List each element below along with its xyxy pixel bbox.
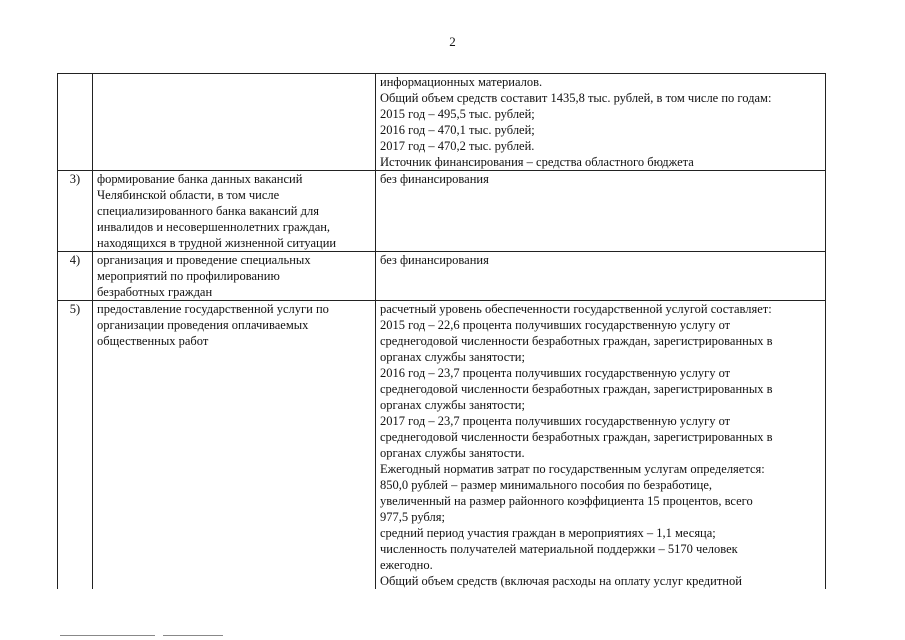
row-number — [58, 74, 93, 171]
funding-description-line: среднегодовой численности безработных граждан, зарегистрированных в — [380, 430, 773, 444]
activity-title-line: Челябинской области, в том числе — [97, 188, 280, 202]
funding-description-line: ежегодно. — [380, 558, 433, 572]
funding-description-line: 2015 год – 495,5 тыс. рублей; — [380, 107, 535, 121]
funding-description-line: 2017 год – 23,7 процента получивших государственную услугу от — [380, 414, 731, 428]
funding-description-line: численность получателей материальной поддержки – 5170 человек — [380, 542, 738, 556]
funding-description-line: 850,0 рублей – размер минимального пособия по безработице, — [380, 478, 712, 492]
footer-rule-right — [163, 635, 223, 636]
funding-description-line: 2016 год – 470,1 тыс. рублей; — [380, 123, 535, 137]
activity-title — [93, 301, 376, 590]
funding-description — [376, 171, 826, 252]
funding-description-line: без финансирования — [380, 172, 489, 186]
funding-description-line: Ежегодный норматив затрат по государственным услугам определяется: — [380, 462, 765, 476]
funding-description-line: 2016 год – 23,7 процента получивших государственную услугу от — [380, 366, 731, 380]
table-row — [58, 301, 826, 590]
row-number: 5) — [58, 301, 93, 590]
footer-rule-left — [60, 635, 155, 636]
activity-title-line: мероприятий по профилированию — [97, 269, 280, 283]
funding-description-line: среднегодовой численности безработных граждан, зарегистрированных в — [380, 382, 773, 396]
activity-title-line: формирование банка данных вакансий — [97, 172, 303, 186]
activity-title-line: организация и проведение специальных — [97, 253, 311, 267]
funding-description — [376, 301, 826, 590]
funding-description-line: 2015 год – 22,6 процента получивших государственную услугу от — [380, 318, 731, 332]
activity-title-line: безработных граждан — [97, 285, 213, 299]
activity-title — [93, 171, 376, 252]
table-row — [58, 74, 826, 171]
activity-title-line: инвалидов и несовершеннолетних граждан, — [97, 220, 331, 234]
funding-description — [376, 252, 826, 301]
funding-description-line: средний период участия граждан в мероприятиях – 1,1 месяца; — [380, 526, 716, 540]
table-row — [58, 252, 826, 301]
table-row — [58, 171, 826, 252]
funding-description-line: Общий объем средств (включая расходы на оплату услуг кредитной — [380, 574, 742, 588]
program-table — [57, 73, 826, 589]
funding-description-line: информационных материалов. — [380, 75, 543, 89]
row-number: 4) — [58, 252, 93, 301]
activity-title-line: предоставление государственной услуги по — [97, 302, 329, 316]
funding-description-line: расчетный уровень обеспеченности государственной услугой составляет: — [380, 302, 772, 316]
funding-description-line: органах службы занятости; — [380, 350, 525, 364]
funding-description-line: Источник финансирования – средства областного бюджета — [380, 155, 694, 169]
activity-title-line: находящихся в трудной жизненной ситуации — [97, 236, 337, 250]
funding-description-line: среднегодовой численности безработных граждан, зарегистрированных в — [380, 334, 773, 348]
page-number: 2 — [449, 34, 456, 49]
funding-description-line: Общий объем средств составит 1435,8 тыс. рублей, в том числе по годам: — [380, 91, 772, 105]
activity-title-line: специализированного банка вакансий для — [97, 204, 319, 218]
row-number: 3) — [58, 171, 93, 252]
funding-description-line: увеличенный на размер районного коэффициента 15 процентов, всего — [380, 494, 753, 508]
funding-description-line: органах службы занятости. — [380, 446, 525, 460]
funding-description — [376, 74, 826, 171]
funding-description-line: 2017 год – 470,2 тыс. рублей. — [380, 139, 535, 153]
activity-title — [93, 252, 376, 301]
activity-title — [93, 74, 376, 171]
funding-description-line: 977,5 рубля; — [380, 510, 445, 524]
activity-title-line: общественных работ — [97, 334, 209, 348]
funding-description-line: органах службы занятости; — [380, 398, 525, 412]
activity-title-line: организации проведения оплачиваемых — [97, 318, 309, 332]
funding-description-line: без финансирования — [380, 253, 489, 267]
